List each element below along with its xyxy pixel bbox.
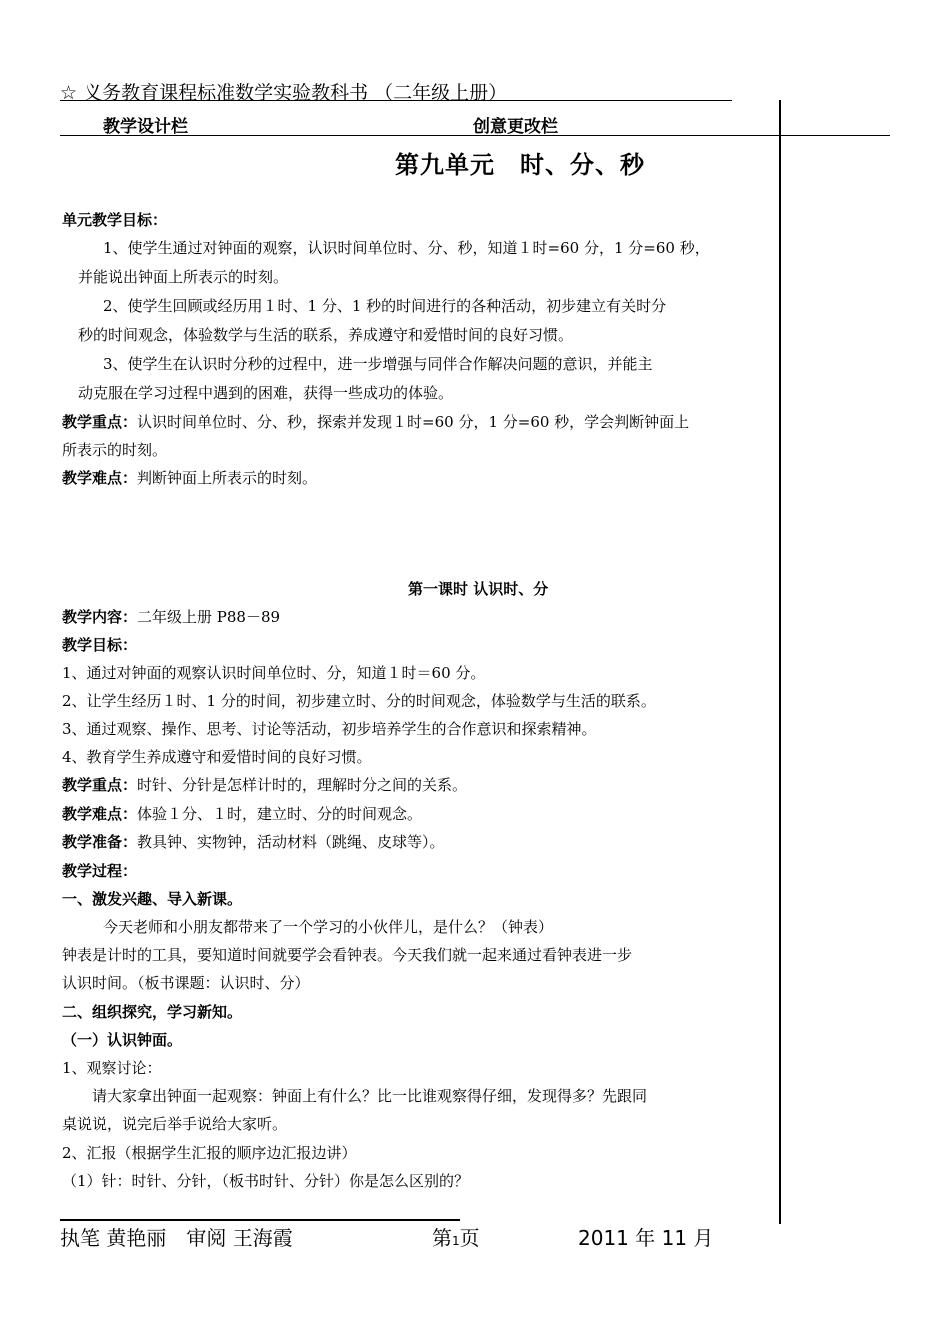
lesson-content <box>62 607 280 627</box>
lesson-diff-label: 教学难点： <box>62 805 138 823</box>
step-2-heading: 二、组织探究，学习新知。 <box>62 1003 243 1021</box>
report-item-1: （1）针：时针、分针，（板书时针、分针）你是怎么区别的？ <box>62 1172 470 1190</box>
unit-title: 第九单元 时、分、秒 <box>395 151 645 179</box>
observe-heading: 1、观察讨论： <box>62 1059 162 1077</box>
lesson-key-point <box>62 775 467 795</box>
lesson-goal-4: 4、教育学生养成遵守和爱惜时间的良好习惯。 <box>62 748 372 766</box>
unit-key-text: 认识时间单位时、分、秒，探索并发现１时=60 分，1 分=60 秒，学会判断钟面上 <box>137 413 690 431</box>
step-1-paragraph-2: 钟表是计时的工具，要知道时间就要学会看钟表。今天我们就一起来通过看钟表进一步 <box>62 946 633 964</box>
lesson-content-text: 二年级上册 P88－89 <box>137 608 281 626</box>
report-heading: 2、汇报（根据学生汇报的顺序边汇报边讲） <box>62 1144 357 1162</box>
unit-goal-1a: 1、使学生通过对钟面的观察，认识时间单位时、分、秒，知道１时=60 分，1 分=60 秒， <box>103 239 710 257</box>
book-title: 义务教育课程标准数学实验教科书 （二年级上册） <box>83 82 508 104</box>
unit-key-point-cont: 所表示的时刻。 <box>62 441 168 459</box>
footer-page <box>432 1222 480 1251</box>
lesson-goal-3: 3、通过观察、操作、思考、讨论等活动，初步培养学生的合作意识和探索精神。 <box>62 720 597 738</box>
step-1-paragraph-3: 认识时间。（板书课题：认识时、分） <box>62 974 310 992</box>
unit-goal-3b: 动克服在学习过程中遇到的困难，获得一些成功的体验。 <box>78 384 454 402</box>
lesson-content-label: 教学内容： <box>62 608 138 626</box>
lesson-preparation <box>62 832 445 852</box>
unit-key-label: 教学重点： <box>62 413 138 431</box>
unit-goals-heading: 单元教学目标： <box>62 211 168 229</box>
lesson-process-label: 教学过程： <box>62 862 138 880</box>
lesson-goal-1: 1、通过对钟面的观察认识时间单位时、分，知道１时＝60 分。 <box>62 664 486 682</box>
column-label-design: 教学设计栏 <box>103 117 188 137</box>
observe-paragraph-1: 请大家拿出钟面一起观察：钟面上有什么？比一比谁观察得仔细，发现得多？先跟同 <box>92 1087 648 1105</box>
step-2-subheading: （一）认识钟面。 <box>62 1031 183 1049</box>
footer-divider <box>60 1219 460 1221</box>
unit-diff-label: 教学难点： <box>62 469 138 487</box>
unit-goal-2a: 2、使学生回顾或经历用１时、1 分、1 秒的时间进行的各种活动，初步建立有关时分 <box>103 297 667 315</box>
step-1-paragraph-1: 今天老师和小朋友都带来了一个学习的小伙伴儿，是什么？（钟表） <box>103 918 554 936</box>
footer-page-suffix: 页 <box>459 1226 480 1250</box>
column-divider <box>60 135 890 136</box>
lesson-goal-2: 2、让学生经历１时、1 分的时间，初步建立时、分的时间观念，体验数学与生活的联系。 <box>62 692 656 710</box>
footer-page-prefix: 第 <box>432 1226 452 1250</box>
star-icon: ☆ <box>60 82 78 104</box>
lesson-diff-text: 体验１分、１时，建立时、分的时间观念。 <box>137 805 423 823</box>
step-1-heading: 一、激发兴趣、导入新课。 <box>62 890 243 908</box>
lesson-key-label: 教学重点： <box>62 776 138 794</box>
footer-author: 执笔 黄艳丽 审阅 王海霞 <box>60 1226 293 1250</box>
unit-goal-1b: 并能说出钟面上所表示的时刻。 <box>78 268 289 286</box>
margin-vertical-rule <box>779 100 781 1224</box>
lesson-title: 第一课时 认识时、分 <box>408 580 549 598</box>
header-divider <box>60 100 732 101</box>
lesson-prep-text: 教具钟、实物钟，活动材料（跳绳、皮球等）。 <box>137 833 445 851</box>
lesson-difficulty <box>62 804 422 824</box>
column-label-creative: 创意更改栏 <box>473 117 558 137</box>
lesson-prep-label: 教学准备： <box>62 833 138 851</box>
lesson-goals-label: 教学目标： <box>62 636 138 654</box>
unit-goal-3a: 3、使学生在认识时分秒的过程中，进一步增强与同伴合作解决问题的意识，并能主 <box>103 355 653 373</box>
footer-page-number: 1 <box>452 1234 460 1248</box>
unit-difficulty <box>62 468 317 488</box>
lesson-key-text: 时针、分针是怎样计时的，理解时分之间的关系。 <box>137 776 468 794</box>
unit-key-point <box>62 412 689 432</box>
unit-goal-2b: 秒的时间观念，体验数学与生活的联系，养成遵守和爱惜时间的良好习惯。 <box>78 326 574 344</box>
observe-paragraph-2: 桌说说，说完后举手说给大家听。 <box>62 1115 288 1133</box>
footer-date: 2011 年 11 月 <box>578 1226 714 1250</box>
unit-diff-text: 判断钟面上所表示的时刻。 <box>137 469 318 487</box>
